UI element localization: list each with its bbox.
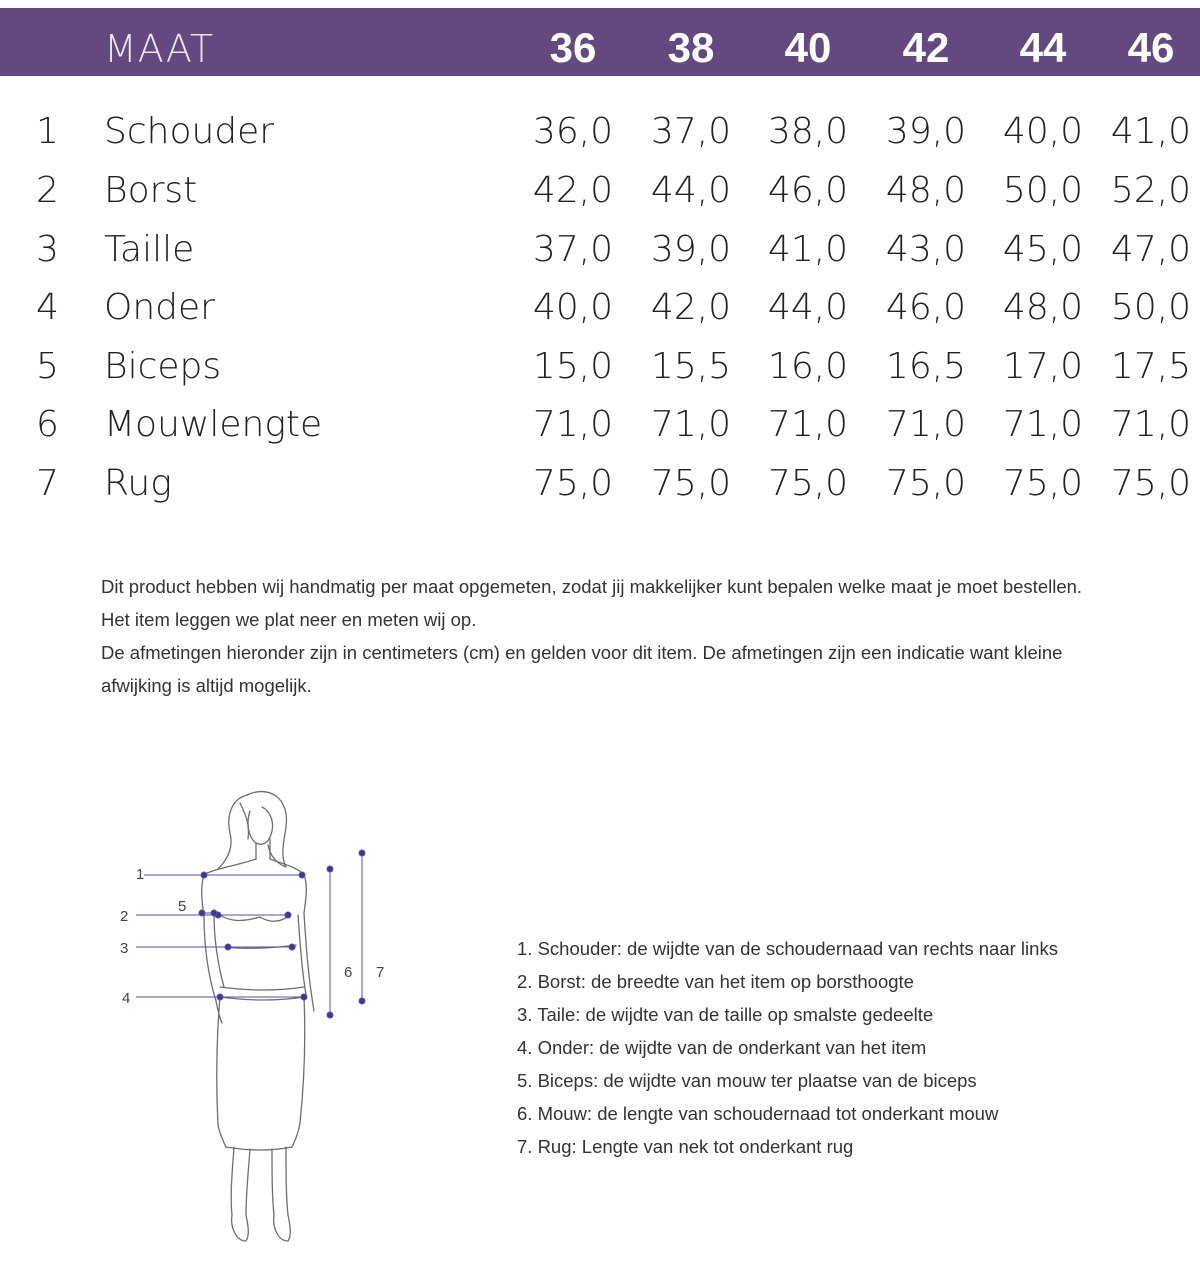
table-cell: 48,0 — [885, 170, 967, 211]
measure-point — [359, 850, 365, 856]
table-cell: 75,0 — [532, 463, 614, 504]
table-row — [0, 168, 1200, 226]
row-number: 5 — [36, 346, 59, 387]
table-cell: 75,0 — [1002, 463, 1084, 504]
intro-paragraph: Het item leggen we plat neer en meten wij op. — [101, 609, 477, 630]
measure-point — [225, 944, 231, 950]
table-cell: 71,0 — [532, 404, 614, 445]
figure-sketch-svg — [100, 775, 440, 1255]
row-number: 2 — [36, 170, 59, 211]
size-column-header: 40 — [784, 24, 832, 71]
figure-label-6: 6 — [344, 964, 353, 981]
row-number: 7 — [36, 463, 59, 504]
table-cell: 42,0 — [532, 170, 614, 211]
measurement-lines — [136, 850, 365, 1018]
table-cell: 45,0 — [1002, 229, 1084, 270]
woman-sketch — [202, 792, 314, 1241]
legend-item: 1. Schouder: de wijdte van de schoudernaad van rechts naar links — [517, 938, 1058, 959]
table-cell: 40,0 — [1002, 111, 1084, 152]
table-cell: 75,0 — [650, 463, 732, 504]
legend-item: 2. Borst: de breedte van het item op borsthoogte — [517, 971, 914, 992]
table-cell: 15,5 — [650, 346, 732, 387]
figure-label-1: 1 — [136, 866, 145, 883]
table-cell: 50,0 — [1110, 287, 1192, 328]
table-row — [0, 461, 1200, 519]
table-cell: 15,0 — [532, 346, 614, 387]
table-cell: 38,0 — [767, 111, 849, 152]
table-cell: 75,0 — [1110, 463, 1192, 504]
table-cell: 36,0 — [532, 111, 614, 152]
measure-point — [301, 994, 307, 1000]
measure-point — [285, 912, 291, 918]
row-label: Rug — [104, 463, 172, 504]
measure-point — [201, 872, 207, 878]
figure-label-7: 7 — [376, 964, 385, 981]
measure-point — [199, 910, 205, 916]
legend-item: 6. Mouw: de lengte van schoudernaad tot onderkant mouw — [517, 1103, 999, 1124]
measurement-figure-illustration — [100, 775, 440, 1255]
row-number: 4 — [36, 287, 59, 328]
row-number: 6 — [36, 404, 59, 445]
figure-label-2: 2 — [120, 908, 129, 925]
table-cell: 44,0 — [650, 170, 732, 211]
row-label: Schouder — [104, 111, 275, 152]
table-cell: 40,0 — [532, 287, 614, 328]
intro-paragraph: Dit product hebben wij handmatig per maat opgemeten, zodat jij makkelijker kunt bepalen welke maat je moet bestellen. — [101, 576, 1083, 597]
table-cell: 39,0 — [650, 229, 732, 270]
table-row — [0, 109, 1200, 167]
table-cell: 75,0 — [885, 463, 967, 504]
row-label: Taille — [104, 229, 195, 270]
size-column-header: 46 — [1127, 24, 1175, 71]
size-column-header: 38 — [667, 24, 715, 71]
table-cell: 71,0 — [885, 404, 967, 445]
size-column-header: 42 — [902, 24, 950, 71]
table-row — [0, 227, 1200, 285]
table-cell: 44,0 — [767, 287, 849, 328]
figure-labels — [120, 866, 384, 1007]
row-number: 3 — [36, 229, 59, 270]
table-row — [0, 402, 1200, 460]
row-label: Borst — [104, 170, 198, 211]
legend-item: 5. Biceps: de wijdte van mouw ter plaatse van de biceps — [517, 1070, 977, 1091]
table-row — [0, 344, 1200, 402]
table-cell: 16,0 — [767, 346, 849, 387]
table-cell: 37,0 — [532, 229, 614, 270]
table-cell: 71,0 — [1110, 404, 1192, 445]
legend-item: 4. Onder: de wijdte van de onderkant van het item — [517, 1037, 927, 1058]
table-cell: 46,0 — [767, 170, 849, 211]
table-cell: 41,0 — [767, 229, 849, 270]
row-label: Onder — [104, 287, 215, 328]
size-header-label: MAAT — [104, 27, 215, 71]
measure-point — [327, 1012, 333, 1018]
intro-paragraph: De afmetingen hieronder zijn in centimeters (cm) en gelden voor dit item. De afmetingen zijn een indicatie want kleine afwijking is altijd mogelijk. — [101, 642, 1063, 696]
table-cell: 17,0 — [1002, 346, 1084, 387]
table-row — [0, 285, 1200, 343]
size-header-bar — [0, 8, 1200, 76]
measure-point — [359, 998, 365, 1004]
table-cell: 42,0 — [650, 287, 732, 328]
table-cell: 48,0 — [1002, 287, 1084, 328]
table-cell: 71,0 — [1002, 404, 1084, 445]
figure-label-5: 5 — [178, 898, 187, 915]
size-column-header: 44 — [1019, 24, 1067, 71]
table-cell: 16,5 — [885, 346, 967, 387]
legend-item: 3. Taile: de wijdte van de taille op smalste gedeelte — [517, 1004, 934, 1025]
measure-point — [211, 910, 217, 916]
row-label: Biceps — [104, 346, 222, 387]
table-cell: 52,0 — [1110, 170, 1192, 211]
table-cell: 71,0 — [767, 404, 849, 445]
table-cell: 37,0 — [650, 111, 732, 152]
measure-point — [289, 944, 295, 950]
legend-item: 7. Rug: Lengte van nek tot onderkant rug — [517, 1136, 854, 1157]
table-cell: 43,0 — [885, 229, 967, 270]
row-number: 1 — [36, 111, 59, 152]
measurement-legend — [517, 932, 1177, 1163]
table-cell: 47,0 — [1110, 229, 1192, 270]
row-label: Mouwlengte — [104, 404, 323, 445]
figure-label-4: 4 — [122, 990, 131, 1007]
table-cell: 50,0 — [1002, 170, 1084, 211]
table-cell: 71,0 — [650, 404, 732, 445]
table-cell: 46,0 — [885, 287, 967, 328]
table-cell: 75,0 — [767, 463, 849, 504]
measure-point — [299, 872, 305, 878]
table-cell: 17,5 — [1110, 346, 1192, 387]
figure-label-3: 3 — [120, 940, 129, 957]
size-column-header: 36 — [549, 24, 597, 71]
measure-point — [217, 994, 223, 1000]
measurement-intro-text — [101, 570, 1111, 702]
table-cell: 41,0 — [1110, 111, 1192, 152]
table-cell: 39,0 — [885, 111, 967, 152]
measure-point — [327, 866, 333, 872]
